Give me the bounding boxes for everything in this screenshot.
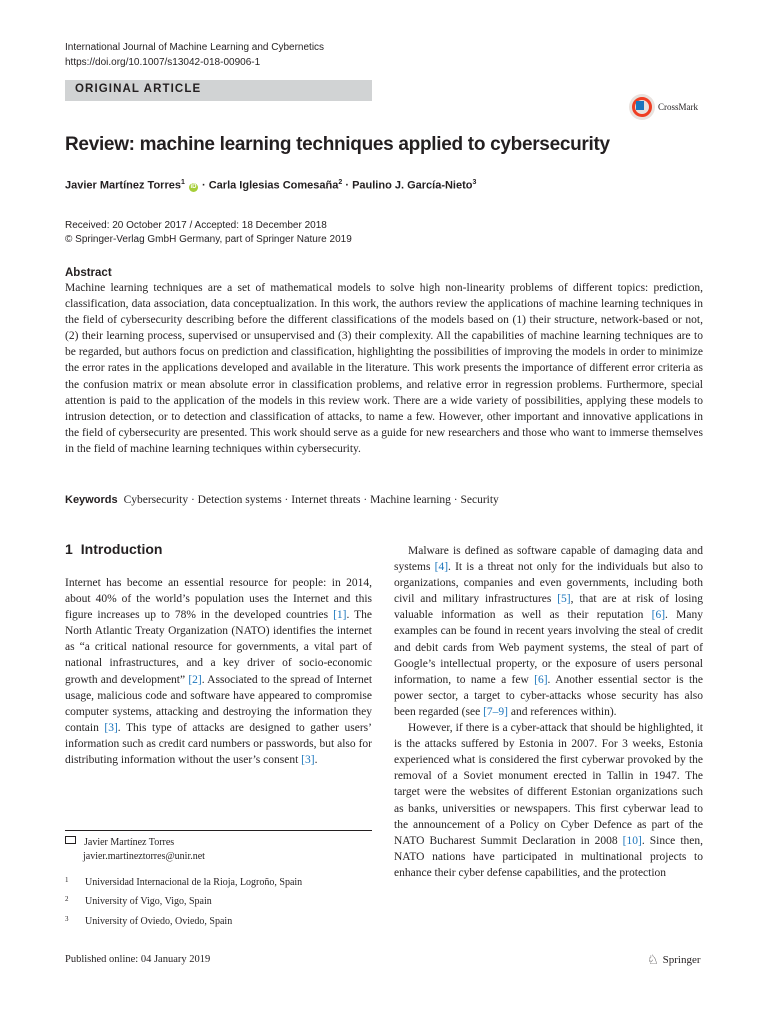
citation-link[interactable]: [6]: [534, 673, 548, 686]
author-affiliation-mark: 1: [180, 179, 185, 186]
text-run: Internet has become an essential resource for people: in 2014, about 40% of the world’s population uses the Internet and this figure increases up to 78% in the developed countries: [65, 577, 372, 622]
copyright-notice: © Springer-Verlag GmbH Germany, part of Springer Nature 2019: [65, 234, 352, 245]
affiliation-number: 2: [65, 895, 69, 903]
text-run: . Since then, NATO nations have participated in multinational projects to enhance their cyber defense capabilities, and the protection: [394, 834, 703, 879]
journal-name: International Journal of Machine Learning and Cybernetics: [65, 42, 325, 53]
paragraph: [394, 720, 703, 881]
author-name[interactable]: Javier Martínez Torres: [65, 179, 181, 192]
paragraph: [65, 575, 372, 768]
corresponding-author: [65, 836, 174, 850]
text-run: . Associated to the spread of Internet usage, malicious code and software have appeared to compromise computer systems, attacking and destroying the information they contain: [65, 673, 373, 734]
citation-link[interactable]: [6]: [651, 609, 666, 622]
text-run: .: [314, 754, 318, 767]
abstract-body: Machine learning techniques are a set of mathematical models to solve high non-linearity problems of different topics: prediction, classification, data association, data conceptualization. In this work, the authors review the applications of machine learning techniques in the field of cybersecurity describing before the different classifications of the models based on (1) their structure, network-based or not, (2) their learning process, supervised or unsupervised and (3) their complexity. All the capabilities of machine learning techniques are to be regarded, but authors focus on prediction and classification, highlighting the possibilities of improving the models in order to minimize the error rates in the applications developed and available in the literature. This work presents the importance of different error criteria as the confusion matrix or mean absolute error in classification problems, and relative error in regression problems. Furthermore, special attention is paid to the application of the models in this review work. There are a wide variety of possibilities, applying these models to intrusion detection, or to detection and classification of attacks, to name a few. However, other important and innovative applications in the field of cybersecurity are presented. This work should serve as a guide for new researchers and those who want to immerse themselves in the field of machine learning techniques within cybersecurity.: [65, 282, 703, 455]
publisher-logo: [647, 952, 701, 968]
article-type-banner: [65, 80, 372, 101]
springer-horse-icon: ♘: [647, 952, 659, 967]
section-heading: [65, 541, 162, 557]
section-number: 1: [65, 541, 73, 557]
envelope-icon: [65, 836, 76, 844]
citation-link[interactable]: [4]: [434, 561, 449, 574]
body-column-left: [65, 575, 372, 768]
article-type-label: ORIGINAL ARTICLE: [75, 83, 202, 95]
keywords-list: Cybersecurity · Detection systems · Internet threats · Machine learning · Security: [123, 494, 499, 506]
citation-link[interactable]: [2]: [188, 673, 202, 686]
crossmark-label: CrossMark: [658, 102, 698, 112]
author-name[interactable]: Paulino J. García-Nieto: [352, 179, 473, 192]
affiliation-number: 1: [65, 876, 69, 884]
text-run: . The North Atlantic Treaty Organization (NATO) identifies the internet as “a critical national resource for governments, a vital part of national infrastructures, and a key driver of socio-economic growth and development”: [65, 609, 373, 686]
citation-link[interactable]: [5]: [557, 593, 571, 606]
abstract-text: [65, 276, 703, 457]
affiliation-text: University of Oviedo, Oviedo, Spain: [85, 916, 233, 927]
crossmark-icon: [629, 94, 655, 120]
citation-link[interactable]: [3]: [301, 754, 315, 767]
author-list: [65, 179, 476, 192]
paragraph: [394, 543, 703, 720]
received-accepted-dates: Received: 20 October 2017 / Accepted: 18 December 2018: [65, 220, 327, 231]
doi-link[interactable]: https://doi.org/10.1007/s13042-018-00906-1: [65, 57, 261, 68]
orcid-icon[interactable]: iD: [190, 183, 197, 190]
footnote-divider: [65, 830, 372, 831]
text-run: and references within).: [508, 705, 617, 718]
crossmark-badge[interactable]: [629, 93, 698, 121]
affiliation-text: Universidad Internacional de la Rioja, Logroño, Spain: [85, 877, 303, 888]
citation-link[interactable]: [3]: [104, 721, 118, 734]
author-separator: ·: [202, 179, 206, 192]
paper-title: Review: machine learning techniques applied to cybersecurity: [65, 134, 610, 155]
corresponding-name: Javier Martínez Torres: [84, 837, 175, 848]
keywords-line: [65, 494, 499, 506]
publication-dates: [65, 219, 352, 247]
published-online-date: Published online: 04 January 2019: [65, 954, 211, 965]
text-run: However, if there is a cyber-attack that should be highlighted, it is the attacks suffered by Estonia in 2007. For 3 weeks, Estonia experienced what is considered the first cyberwar provoked by the removal of a Soviet monument erected in Tallin in 1947. The target were the websites of different Estonian organizations such as banks, universities or newspapers. This first cyberwar lead to the announcement of a Policy on Cyber Defence as part of the NATO Bucharest Summit Declaration in 2008: [394, 722, 703, 847]
author-name[interactable]: Carla Iglesias Comesaña: [208, 179, 339, 192]
text-run: . It is a threat not only for the individuals but also to organizations, companies and even governments, including both civil and military infrastructures: [394, 561, 703, 606]
text-run: Malware is defined as software capable of damaging data and systems: [394, 545, 703, 574]
abstract-heading: Abstract: [65, 267, 112, 279]
text-run: , that are at risk of losing valuable information as well as their reputation: [394, 593, 704, 622]
author-affiliation-mark: 2: [338, 179, 343, 186]
publisher-name: Springer: [662, 954, 701, 966]
citation-link[interactable]: [10]: [622, 834, 642, 847]
body-column-right: [394, 543, 703, 881]
corresponding-email[interactable]: javier.martineztorres@unir.net: [83, 851, 205, 862]
citation-link[interactable]: [7–9]: [483, 705, 508, 718]
keywords-label: Keywords: [65, 494, 118, 506]
text-run: . Many examples can be found in recent years involving the steal of credit and debit cards from Web payment systems, the steal of part of Google’s intellectual property, or the exposure of users personal information, to name a few: [394, 609, 703, 686]
author-affiliation-mark: 3: [472, 179, 477, 186]
text-run: . This type of attacks are designed to gather users’ information such as credit card numbers or passwords, but also for distributing information without the user’s consent: [65, 721, 372, 767]
affiliation-text: University of Vigo, Vigo, Spain: [85, 896, 212, 907]
author-separator: ·: [345, 179, 349, 192]
citation-link[interactable]: [1]: [333, 609, 347, 622]
section-title: Introduction: [80, 541, 163, 557]
journal-header: [65, 40, 324, 70]
affiliation-number: 3: [65, 915, 69, 923]
text-run: . Another essential sector is the power sector, a target to cyber-attacks whose security has also been regarded (see: [394, 673, 703, 718]
